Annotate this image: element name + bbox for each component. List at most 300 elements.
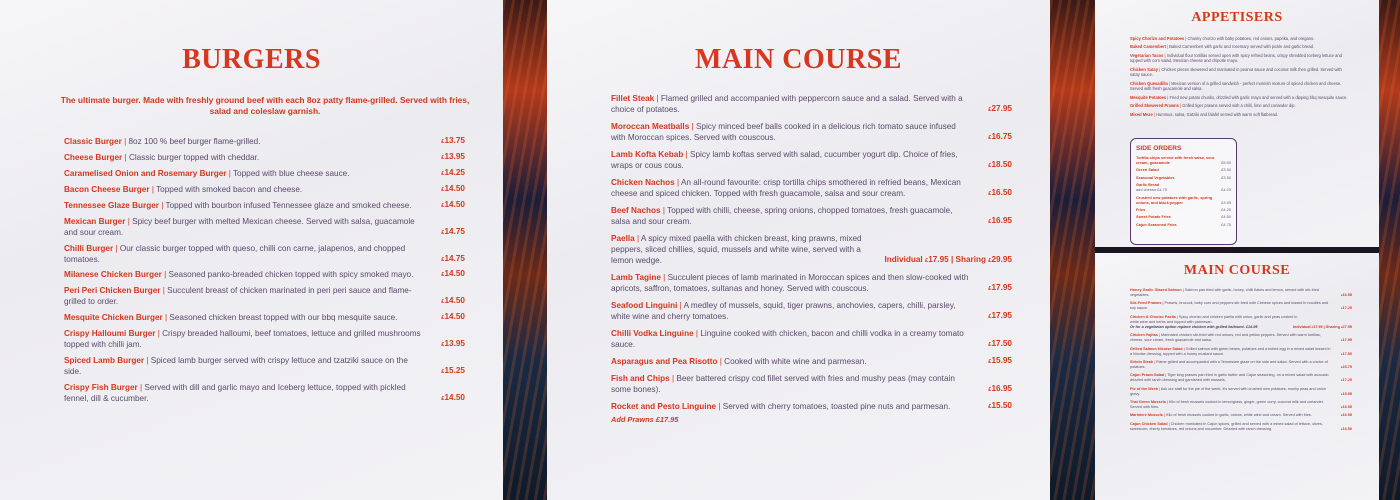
menu-item — [611, 329, 1012, 351]
page-title: MAIN COURSE — [695, 44, 902, 75]
item-price — [441, 168, 465, 180]
currency-symbol: £ — [1341, 352, 1343, 356]
separator: | — [113, 243, 120, 253]
price-value: 14.50 — [444, 296, 465, 306]
item-description: Mexican version of a grilled sandwich - perfect moreish mixture of spiced chicken and cheese. Served with fresh guacamole and salsa. — [1130, 80, 1342, 92]
side-order-name: Seasonal Vegetables — [1136, 174, 1175, 180]
price-value: 13.75 — [444, 136, 465, 145]
price-value: 13.95 — [444, 151, 465, 161]
item-description: Hummus, salsa, tzatziki and falafel served with warm soft flatbread. — [1156, 111, 1279, 117]
price-value: 14.50 — [444, 199, 465, 209]
currency-symbol: £ — [1341, 294, 1343, 298]
separator: | — [1166, 94, 1170, 100]
price-value: 16.50 — [1342, 426, 1352, 431]
individual-label: Individual — [1292, 324, 1312, 329]
item-name: Pie of the Week — [1130, 386, 1158, 391]
item-name: Chicken Fajitas — [1130, 333, 1158, 338]
item-price — [441, 136, 465, 148]
currency-symbol: £ — [1311, 325, 1314, 329]
individual-price: 17.95 — [1313, 324, 1323, 329]
currency-symbol: £ — [988, 218, 992, 225]
menu-item — [611, 94, 1012, 116]
separator: | — [660, 206, 668, 215]
menu-item — [1130, 95, 1350, 101]
price-value: 14.25 — [444, 167, 465, 177]
item-name: Baked Camembert — [1130, 44, 1166, 50]
price-value: 16.50 — [991, 187, 1012, 197]
price-value: 15.50 — [991, 401, 1012, 410]
side-order-name: Cajun Seasoned Fries — [1136, 221, 1177, 227]
item-price — [1341, 378, 1352, 383]
sharing-label: Sharing — [1325, 324, 1341, 329]
item-name: Beef Nachos — [611, 206, 661, 215]
side-order-name: Garlic Bread — [1136, 182, 1160, 188]
item-price — [988, 188, 1012, 200]
menu-item — [64, 313, 465, 324]
price-value: 17.50 — [991, 338, 1012, 348]
item-name: Lamb Kofta Kebab — [611, 150, 684, 159]
item-description: Cooked with white wine and parmesan. — [724, 356, 867, 366]
currency-symbol: £ — [988, 190, 992, 197]
item-price — [988, 283, 1012, 295]
menu-item — [1130, 347, 1352, 357]
separator: | — [669, 374, 677, 383]
currency-symbol: £ — [988, 404, 992, 410]
menu-item — [1130, 360, 1352, 370]
currency-symbol: £ — [441, 395, 445, 402]
price-value: 14.75 — [444, 226, 465, 236]
item-name: Asparagus and Pea Risotto — [611, 356, 718, 366]
separator: | — [149, 184, 157, 194]
separator: | — [1167, 421, 1171, 426]
currency-symbol: £ — [441, 272, 445, 279]
side-order-price — [1221, 200, 1231, 205]
appetisers-list — [1130, 36, 1350, 120]
menu-item — [1130, 333, 1352, 343]
price-value: 16.95 — [991, 215, 1012, 225]
menu-item — [1130, 53, 1350, 64]
item-description: Tiger king prawns pan fried in garlic butter and Cajun seasoning, on a mixed salad with avocado drizzled with ranch dressing and garnished with mussels. — [1130, 373, 1329, 383]
item-name: Milanese Chicken Burger — [64, 270, 162, 280]
menu-item — [64, 270, 465, 281]
menu-item — [611, 374, 1012, 396]
separator: | — [1184, 36, 1188, 41]
currency-symbol: £ — [988, 386, 992, 393]
item-description: Beer battered crispy cod fillet served with fries and mushy peas (may contain some bones). — [611, 374, 955, 394]
price-value: 14.50 — [444, 183, 465, 193]
item-name: Chilli Vodka Linguine — [611, 328, 694, 338]
item-description: Fried new potato chunks, drizzled with garlic mayo and served with a dipping bbq mesquite sauce. — [1169, 94, 1348, 100]
item-price — [441, 200, 465, 212]
item-name: Crispy Halloumi Burger — [64, 329, 156, 339]
sharing-price: 27.95 — [1342, 324, 1352, 329]
currency-symbol: £ — [1341, 427, 1343, 431]
currency-symbol: £ — [988, 257, 992, 264]
menu-item — [1130, 387, 1352, 397]
item-description: Kilo of fresh mussels cooked in lemongrass, ginger, green curry, coconut milk and coriander. Served with fries. — [1130, 400, 1324, 410]
item-price — [441, 366, 465, 378]
separator: | — [693, 328, 701, 338]
item-description: Succulent pieces of lamb marinated in Moroccan spices and then slow-cooked with apricots, saffron, tomatoes, sultanas and honey. Served with couscous. — [611, 272, 969, 293]
separator: | — [1153, 359, 1157, 364]
item-name: Grilled Salmon Nicoise Salad — [1130, 346, 1183, 351]
item-price — [1341, 306, 1352, 311]
item-price — [988, 311, 1012, 323]
item-description: Flame grilled and accompanied with a Tennessee glaze on the side and salad. Served with a choice of potatoes. — [1130, 359, 1328, 370]
item-description: Kilo of fresh mussels cooked in garlic, onions, white wine and cream. Served with fries. — [1166, 413, 1312, 418]
menu-item — [64, 286, 465, 308]
main-course-small-list — [1130, 288, 1352, 435]
side-orders-list — [1136, 155, 1231, 227]
item-price — [441, 393, 465, 405]
item-name: Caramelised Onion and Rosemary Burger — [64, 168, 227, 178]
item-name: Mariniere Mussels — [1130, 413, 1163, 418]
separator: | — [1152, 111, 1157, 117]
separator: | — [160, 286, 168, 296]
item-description: Served with dill and garlic mayo and Iceberg lettuce, topped with pickled fennel, dill & cucumber. — [64, 382, 406, 403]
item-name: Sirloin Steak — [1130, 359, 1154, 364]
currency-symbol: £ — [1341, 392, 1343, 396]
separator: | — [1161, 301, 1165, 306]
background-artwork — [503, 0, 547, 500]
item-description: Ask our staff for the pie of the week. It's served with crushed new potatoes, mushy peas and onion gravy. — [1130, 386, 1326, 396]
item-description: Spicy lamb koftas served with salad, cucumber yogurt dip. Choice of fries, wraps or cous cous. — [611, 150, 958, 170]
side-order-name: Crushed new potatoes with garlic, spring onions, and black pepper — [1136, 194, 1213, 205]
price-value: 16.95 — [1342, 405, 1352, 410]
price-value: 4.50 — [1223, 214, 1231, 220]
menu-item — [64, 244, 465, 266]
price-value: 14.50 — [444, 392, 465, 402]
side-order-item — [1136, 167, 1231, 172]
currency-symbol: £ — [1221, 199, 1224, 205]
separator: | — [162, 313, 170, 323]
side-order-item — [1136, 182, 1231, 192]
price-value: 16.95 — [1342, 413, 1352, 418]
currency-symbol: £ — [441, 170, 445, 177]
item-price — [988, 384, 1012, 396]
side-order-item — [1136, 222, 1231, 227]
separator: | — [137, 382, 145, 392]
sharing-label: Sharing — [955, 254, 989, 264]
currency-symbol: £ — [441, 342, 445, 349]
item-price — [1341, 365, 1352, 370]
separator: | — [1175, 314, 1179, 319]
item-description: Topped with chilli, cheese, spring onions, chopped tomatoes, fresh guacamole, salsa and sour cream. — [611, 206, 953, 226]
menu-item — [1130, 373, 1352, 383]
separator: | — [1165, 44, 1170, 50]
separator: | — [1158, 386, 1161, 391]
currency-symbol: £ — [1341, 379, 1343, 383]
item-name: Fillet Steak — [611, 94, 655, 103]
side-order-price — [1221, 222, 1231, 227]
currency-symbol: £ — [924, 257, 929, 264]
item-price — [1341, 392, 1352, 397]
menu-item — [611, 150, 1012, 172]
price-value: 3.50 — [1223, 174, 1231, 180]
background-artwork — [1050, 0, 1095, 500]
main-course-small-page — [1095, 253, 1379, 500]
currency-symbol: £ — [1341, 406, 1343, 410]
item-price-options — [884, 255, 1012, 267]
item-price — [988, 216, 1012, 228]
item-description: Spicy beef burger with melted Mexican cheese. Served with salsa, guacamole and sour cream. — [64, 216, 415, 237]
menu-item — [1130, 44, 1350, 50]
item-name: Cajun Prawn Salad — [1130, 373, 1165, 378]
menu-item — [611, 122, 1012, 144]
menu-item — [64, 153, 465, 164]
currency-symbol: £ — [441, 229, 445, 236]
page-title: APPETISERS — [1191, 10, 1283, 25]
item-note: Or for a vegetarian option replace chicken with grilled halloumi. £14.95 — [1130, 324, 1258, 329]
separator: | — [1165, 400, 1169, 405]
item-name: Cheese Burger — [64, 152, 123, 162]
separator: | — [689, 122, 696, 131]
item-price — [988, 339, 1012, 351]
item-price — [988, 401, 1012, 413]
menu-item — [64, 169, 465, 180]
item-description: Seasoned panko-breaded chicken topped with spicy smoked mayo. — [168, 270, 414, 280]
separator: | — [125, 216, 133, 226]
main-course-page — [547, 0, 1050, 500]
item-name: Thai Green Mussels — [1130, 400, 1166, 405]
item-description: Classic burger topped with cheddar. — [128, 152, 260, 162]
item-description: Seasoned chicken breast topped with our bbq mesquite sauce. — [169, 313, 398, 323]
currency-symbol: £ — [1221, 187, 1224, 193]
currency-symbol: £ — [988, 106, 992, 113]
currency-symbol: £ — [441, 256, 445, 263]
item-name: Bacon Cheese Burger — [64, 184, 150, 194]
page-title: BURGERS — [182, 44, 321, 75]
item-description: Linguine cooked with chicken, bacon and chilli vodka in a creamy tomato sauce. — [611, 328, 964, 349]
separator: | — [1181, 288, 1185, 292]
price-value: 3.95 — [1223, 199, 1231, 205]
currency-symbol: £ — [441, 368, 445, 375]
item-description: Chicken pieces skewered and marinated in peanut sauce and coconut milk then grilled. Served with satay sauce. — [1130, 66, 1342, 78]
separator: | — [1178, 103, 1183, 109]
burger-list — [64, 137, 465, 410]
item-description: Baked Camembert with garlic and rosemary served with pickle and garlic bread. — [1169, 44, 1315, 50]
main-course-list — [611, 94, 1012, 424]
item-description: Spiced lamb burger served with crispy lettuce and tzatziki sauce on the side. — [64, 356, 408, 376]
menu-item — [1130, 301, 1352, 311]
side-order-name: Tortilla chips served with fresh salsa, sour cream, guacamole — [1136, 155, 1215, 165]
price-value: 4.25 — [1223, 187, 1231, 193]
side-order-item — [1136, 175, 1231, 180]
item-price — [988, 160, 1012, 172]
item-name: Paella — [611, 234, 635, 243]
item-name: Stir-Fried Prawns — [1130, 301, 1162, 306]
item-price — [1341, 293, 1352, 298]
menu-item — [611, 357, 1012, 368]
separator: | — [155, 329, 163, 339]
menu-item — [611, 178, 1012, 200]
price-value: 15.95 — [991, 355, 1012, 365]
price-value: 17.95 — [1342, 338, 1352, 343]
currency-symbol: £ — [441, 139, 445, 145]
item-name: Seafood Linguini — [611, 300, 678, 310]
price-value: 5.50 — [1223, 160, 1231, 165]
separator: | — [660, 272, 668, 282]
price-value: 14.50 — [444, 269, 465, 279]
separator: | — [683, 150, 691, 159]
item-price-options — [1293, 325, 1352, 330]
separator: | — [122, 152, 129, 162]
menu-item — [611, 402, 1012, 413]
item-price — [1341, 427, 1352, 432]
side-order-item — [1136, 207, 1231, 212]
item-name: Classic Burger — [64, 137, 122, 146]
item-name: Mesquite Potatoes — [1130, 94, 1167, 100]
menu-item — [64, 185, 465, 196]
section-intro: The ultimate burger. Made with freshly ground beef with each 8oz patty flame-grilled. Served with fries, salad and coleslaw garnish. — [60, 95, 470, 116]
side-orders-title: SIDE ORDERS — [1136, 145, 1182, 152]
menu-item — [64, 329, 465, 351]
separator: | — [1167, 80, 1172, 86]
menu-item — [1130, 315, 1352, 330]
separator: | — [654, 94, 661, 103]
side-order-name: Green Salad — [1136, 167, 1159, 173]
side-order-item — [1136, 214, 1231, 219]
side-order-price — [1221, 167, 1231, 172]
item-price — [1341, 405, 1352, 410]
side-order-price — [1221, 214, 1231, 219]
price-value: 27.95 — [991, 103, 1012, 113]
item-name: Fish and Chips — [611, 374, 670, 383]
price-value: 17.50 — [1342, 351, 1352, 356]
item-price — [1341, 338, 1352, 343]
menu-item — [64, 356, 465, 378]
item-price — [988, 132, 1012, 144]
side-order-item — [1136, 195, 1231, 205]
item-description: Flamed grilled and accompanied with peppercorn sauce and a salad. Served with a choice of potatoes. — [611, 94, 963, 114]
currency-symbol: £ — [1221, 221, 1224, 227]
item-name: Honey Garlic Glazed Salmon — [1130, 288, 1182, 292]
item-price — [988, 356, 1012, 368]
currency-symbol: £ — [988, 313, 992, 320]
price-value: 4.75 — [1223, 221, 1231, 227]
item-price — [441, 184, 465, 196]
currency-symbol: £ — [1221, 206, 1224, 212]
item-description: 8oz 100 % beef burger flame-grilled. — [128, 137, 261, 146]
currency-symbol: £ — [441, 202, 445, 209]
item-name: Grilled Skewered Prawns — [1130, 103, 1179, 109]
menu-item — [1130, 81, 1350, 92]
price-value: 4.25 — [1223, 206, 1231, 212]
side-order-item — [1136, 155, 1231, 165]
price-value: 17.25 — [1342, 378, 1352, 383]
item-name: Rocket and Pesto Linguine — [611, 402, 717, 411]
currency-symbol: £ — [441, 299, 445, 306]
price-value: 18.50 — [991, 159, 1012, 169]
item-name: Mixed Meze — [1130, 111, 1153, 117]
separator: | — [674, 178, 681, 187]
item-description: Spicy chorizo and chicken paella with onion, garlic and peas cooked in white wine and herbs and topped with parmesan. — [1130, 314, 1298, 324]
menu-item — [611, 273, 1012, 295]
menu-item — [1130, 36, 1350, 42]
currency-symbol: £ — [1341, 366, 1343, 370]
item-name: Chicken Quesadilla — [1130, 80, 1168, 86]
currency-symbol: £ — [1221, 214, 1224, 220]
side-order-price — [1221, 187, 1231, 192]
item-description: Marinated chicken stir-fried with red onions, red and yellow peppers. Served with warm tortillas, cheese, sour cream, fresh guacamole and salsa. — [1130, 333, 1321, 343]
item-price — [1341, 413, 1352, 418]
item-name: Chicken & Chorizo Paella — [1130, 314, 1176, 319]
separator: | — [158, 200, 166, 210]
currency-symbol: £ — [1341, 307, 1343, 311]
item-name: Chilli Burger — [64, 243, 114, 253]
currency-symbol: £ — [988, 358, 992, 365]
item-price — [441, 227, 465, 239]
separator: | — [948, 254, 956, 264]
menu-item — [1130, 112, 1350, 118]
menu-item — [1130, 103, 1350, 109]
sharing-price: 29.95 — [991, 254, 1012, 264]
individual-price: 17.95 — [928, 254, 949, 264]
side-order-name: Sweet Potato Fries — [1136, 214, 1171, 220]
item-description: Chunky chorizo with baby potatoes, red onions, paprika, and oregano. — [1187, 36, 1315, 41]
price-value: 16.95 — [991, 383, 1012, 393]
item-name: Spiced Lamb Burger — [64, 356, 145, 366]
item-description: Our classic burger topped with queso, chilli con carne, jalapenos, and chopped tomatoes. — [64, 243, 406, 264]
item-description: Spicy minced beef balls cooked in a delicious rich tomato sauce infused with Moroccan spices. Served with couscous. — [611, 122, 956, 142]
currency-symbol: £ — [1221, 160, 1224, 165]
item-description: An all-round favourite: crisp tortilla chips smothered in refried beans, Mexican cheese and spiced chicken. Topped with fresh guacamole, salsa and sour cream. — [611, 178, 961, 198]
menu-item — [1130, 422, 1352, 432]
background-artwork — [1379, 0, 1400, 500]
separator: | — [1162, 413, 1167, 418]
item-name: Chicken Satay — [1130, 66, 1158, 72]
currency-symbol: £ — [988, 134, 992, 141]
menu-item — [64, 383, 465, 405]
item-name: Chicken Nachos — [611, 178, 675, 187]
separator: | — [1164, 373, 1168, 378]
individual-label: Individual — [884, 254, 925, 264]
currency-symbol: £ — [988, 285, 992, 292]
item-name: Lamb Tagine — [611, 272, 661, 282]
item-name: Peri Peri Chicken Burger — [64, 286, 161, 296]
currency-symbol: £ — [1341, 325, 1343, 329]
item-price — [441, 269, 465, 281]
item-description: Prawns, broccoli, baby corn and peppers stir-fried with Chinese spices and tossed in noodles and soy sauce. — [1130, 301, 1329, 311]
item-description: A medley of mussels, squid, tiger prawns, anchovies, capers, chilli, parsley, white wine and cherry tomatoes. — [611, 300, 956, 321]
menu-item — [1130, 67, 1350, 78]
side-order-name: Fries — [1136, 206, 1146, 212]
currency-symbol: £ — [441, 315, 445, 322]
burgers-page — [0, 0, 503, 500]
separator: | — [1158, 66, 1162, 72]
currency-symbol: £ — [988, 341, 992, 348]
item-name: Cajun Chicken Salad — [1130, 421, 1168, 426]
item-name: Mesquite Chicken Burger — [64, 313, 163, 323]
item-description: Succulent breast of chicken marinated in peri peri sauce and flame-grilled to order. — [64, 286, 412, 307]
separator: | — [717, 356, 725, 366]
side-orders-box — [1130, 138, 1237, 245]
price-value: 14.75 — [444, 253, 465, 263]
item-name: Tennessee Glaze Burger — [64, 200, 159, 210]
separator: | — [1157, 333, 1161, 338]
item-description: Topped with smoked bacon and cheese. — [156, 184, 303, 194]
currency-symbol: £ — [441, 154, 445, 161]
currency-symbol: £ — [988, 162, 992, 169]
separator: | — [1163, 52, 1167, 58]
menu-item — [64, 201, 465, 212]
item-description: Served with cherry tomatoes, toasted pine nuts and parmesan. — [722, 402, 951, 411]
currency-symbol: £ — [1341, 414, 1343, 418]
item-price — [441, 312, 465, 324]
item-price — [988, 104, 1012, 116]
separator: | — [226, 168, 233, 178]
menu-item — [64, 217, 465, 239]
